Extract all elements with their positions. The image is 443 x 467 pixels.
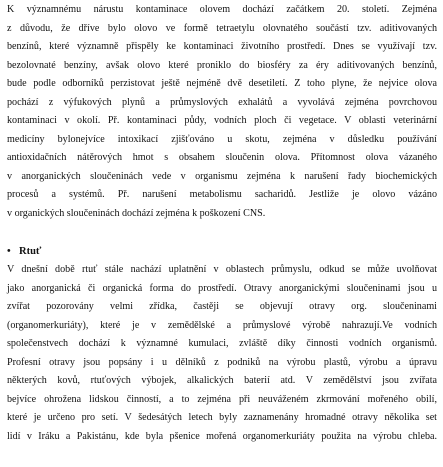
text-line: (organomerkuriáty), které je v zemědělské a průmyslové výrobě nahrazují.Ve vodních [7,319,437,331]
bullet-icon: • [7,245,11,257]
text-line: medicíny bylonejvíce intoxikací zjišťováno u skotu, zejména v důsledku používání [7,133,437,145]
text-line: kontaminaci v okolí. Př. kontaminaci půdy, vodních ploch či vegetace. V oblasti veterinární [7,115,437,127]
text-line: v anorganických sloučeninách vede v organismu zejména k narušení řady biochemických [7,170,437,182]
text-line: některých kovů, rtuťových výbojek, alkalických baterií atd. V zemědělství jsou zvířata [7,375,437,387]
text-line: které je určeno pro setí. V šedesátých letech byly zaznamenány hromadné otravy několika set [7,412,437,424]
text-line: antioxidačních nátěrových hmot s obsahem sloučenin olova. Přítomnost olova vázaného [7,152,437,164]
text-line: z důvodu, že dříve bylo olovo ve formě tetraetylu olovnatého součástí tzv. aditivovaných [7,22,437,34]
text-line: benzínů, které významně přispěly ke kontaminaci životního prostředí. Dnes se využívají tzv. [7,41,437,53]
lead-contamination-paragraph [7,1,437,224]
text-line: bude podle odborníků perzistovat ještě nejméně dvě desetiletí. Z toho plyne, že nejvice olova [7,78,437,90]
text-line: procesů a systémů. Př. narušení metabolismu sacharidů. Jestliže je olovo vázáno [7,189,437,201]
text-line: K významnému nárustu kontaminace olovem dochází začátkem 20. století. Zejména [7,4,437,15]
text-line: bejvíce ohrožena lidskou činností, a to zejména při neuváženém zkrmování mořeného obilí, [7,393,437,405]
text-line: lidí v Iráku a Pakistánu, kde byla pšenice mořená organomerkuriáty použita na výrobu chleba. [7,431,437,443]
text-line: společenstvech dochází k významné kumulaci, zvláště díky činnosti vodních organismů. [7,338,437,350]
text-line: bezolovnaté benzíny, avšak olovo které proniklo do biosféry za éry aditivovaných benzínů, [7,59,437,71]
text-line: pochází z výfukových plynů a průmyslových exhalátů a vyvolává zejména povrchovou [7,96,437,108]
section-heading-mercury [7,243,437,262]
text-line: jako anorganická či organická forma do prostředí. Otravy anorganickými sloučeninami jsou u [7,282,437,294]
text-line: Profesní otravy jsou popsány i u dělníků z podniků na výrobu plastů, výrobu a úpravu [7,356,437,368]
text-line: v organických sloučeninách dochází zejména k poškození CNS. [7,208,266,220]
paragraph-spacer [7,224,437,243]
heading-label: Rtuť [19,245,42,257]
mercury-paragraph [7,261,437,446]
text-line: V dnešní době rtuť stále nachází uplatnění v oblastech průmyslu, odkud se může uvolňovat [7,264,437,276]
text-line: zvířat pozorovány velmi zřídka, častěji se objevují otravy org. sloučeninami [7,301,437,313]
